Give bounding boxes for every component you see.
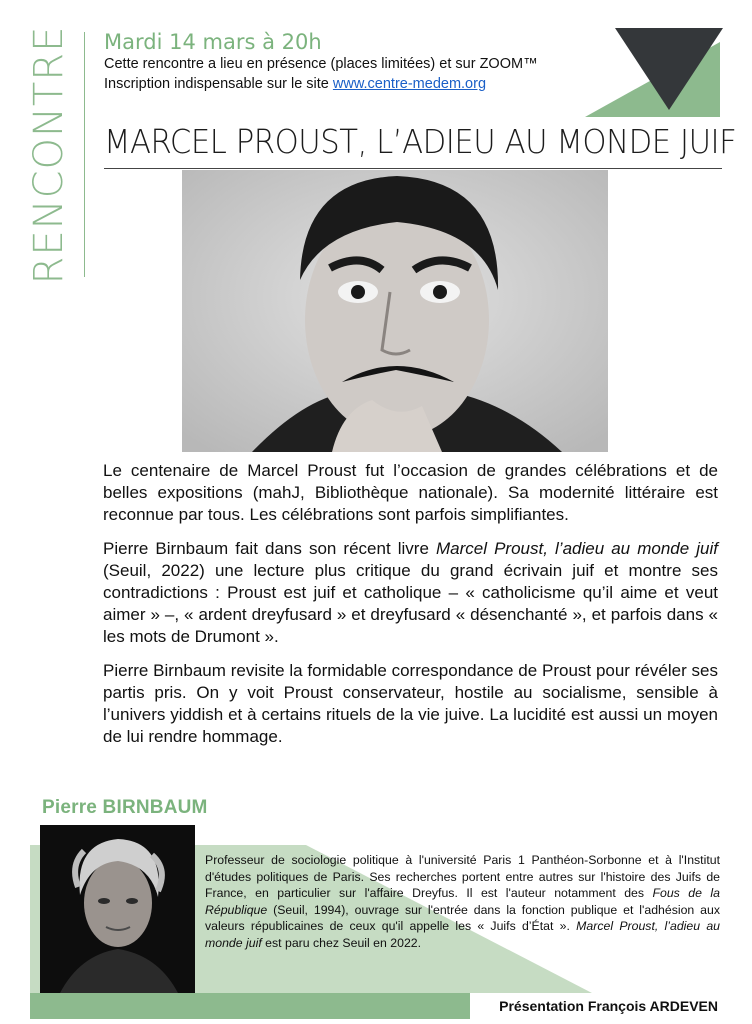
website-link[interactable]: www.centre-medem.org [332,76,487,92]
speaker-bio [205,852,720,951]
book-paragraph [103,538,718,648]
presenter-credit: Présentation François ARDEVEN [499,998,718,1014]
bio-part-3: est paru chez Seuil en 2022. [261,935,422,950]
registration-text: Inscription indispensable sur le site [104,76,333,92]
event-date: Mardi 14 mars à 20h [104,30,322,54]
intro-paragraph: Le centenaire de Marcel Proust fut l’occasion de grandes célébrations et de belles expositions (mahJ, Bibliothèque nationale). Sa modernité littéraire est reconnue par tous. Les célébrations sont parfois simplifiantes. [103,461,718,524]
bio-part-1: Professeur de sociologie politique à l'université Paris 1 Panthéon-Sorbonne et à l'Institut d'études politiques de Paris. Ses recherches portent entre autres sur l'histoire des Juifs de France, en particulier sur l'affaire Dreyfus. Il est l'auteur notamment des [205,853,720,900]
correspondence-paragraph: Pierre Birnbaum revisite la formidable correspondance de Proust pour révéler ses partis pris. On y voit Proust conservateur, hostile au socialisme, sensible à l’univers yiddish et à certains rituels de la vie juive. La lucidité est aussi un moyen de lui rendre hommage. [103,661,718,746]
bio-book-title-1: Fous de la République [205,886,720,917]
portrait-illustration [182,170,608,452]
bio-part-2: (Seuil, 1994), ouvrage sur l'entrée dans la fonction publique et l'adhésion aux valeurs républicaines de ceux qu'il appelle les « Juifs d’État ». [205,902,720,933]
attendance-info: Cette rencontre a lieu en présence (places limitées) et sur ZOOM™ [104,56,538,72]
speaker-photo-illustration [40,825,195,993]
marcel-proust-portrait [182,170,608,452]
event-type-label [26,25,72,285]
page-title: MARCEL PROUST, L’ADIEU AU MONDE JUIF [104,122,737,161]
event-type-text: RENCONTRE [26,25,72,285]
vertical-divider [84,32,85,277]
speaker-name: Pierre BIRNBAUM [42,797,208,818]
book-paragraph-start: Pierre Birnbaum fait dans son récent livre [103,539,436,558]
book-title: Marcel Proust, l’adieu au monde juif [436,539,718,558]
title-underline [104,168,722,169]
speaker-photo [40,825,195,993]
registration-info [104,76,486,92]
bio-book-title-2: Marcel Proust, l’adieu au monde juif [205,919,720,950]
book-paragraph-end: (Seuil, 2022) une lecture plus critique du grand écrivain juif et montre ses contradictions : Proust est juif et catholique – « catholicisme qu’il aime et veut aimer » –, « ardent dreyfusard » et dreyfusard « désenchanté », et parfois dans « les mots de Drumont ». [103,561,718,646]
